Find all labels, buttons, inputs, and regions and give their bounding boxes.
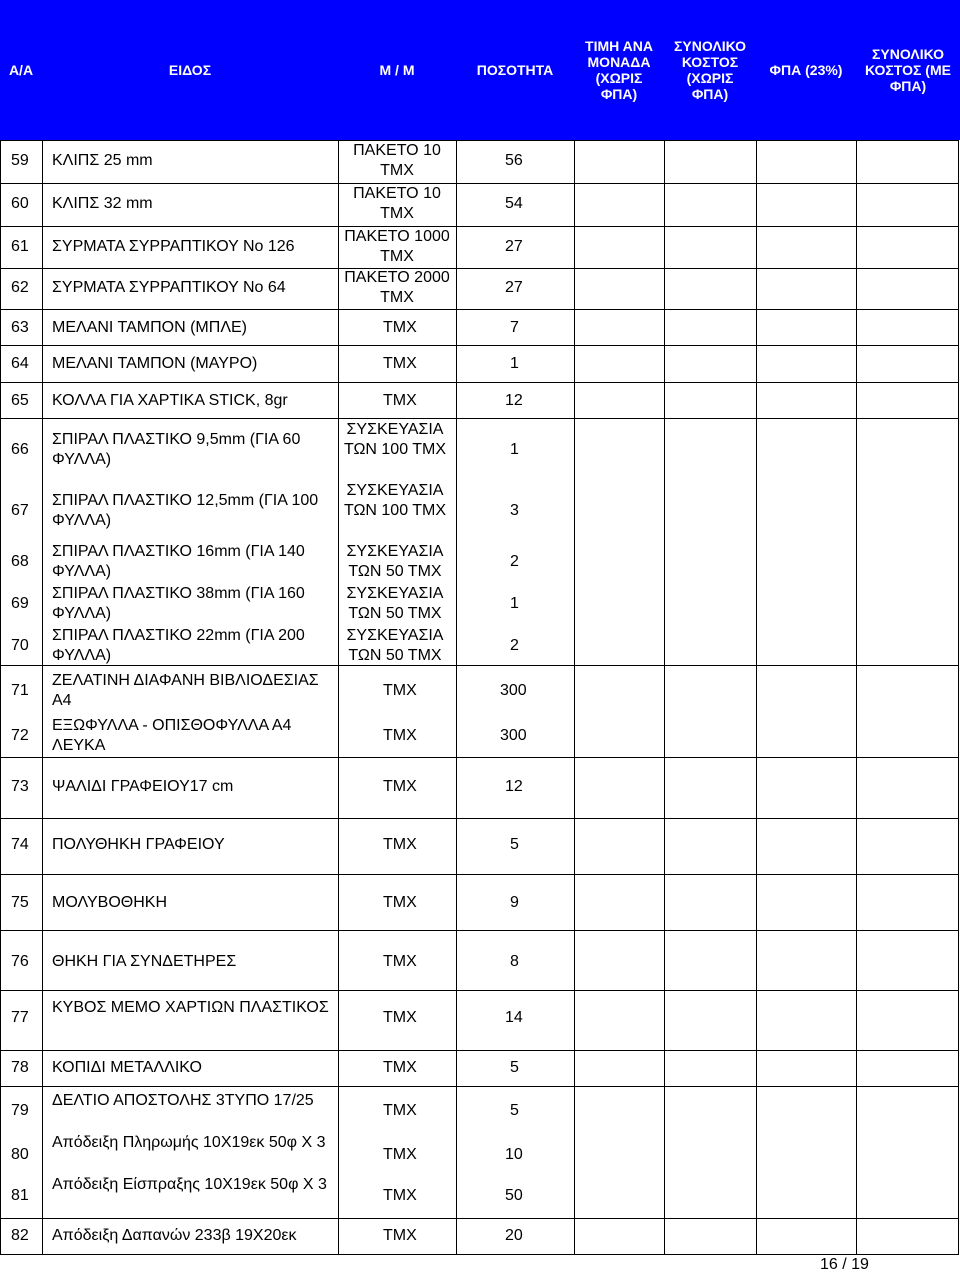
row-unit: ΤΜΧ bbox=[383, 355, 417, 372]
row-aa: 63 bbox=[11, 319, 29, 336]
row-aa: 66 bbox=[11, 441, 29, 458]
row-unit: ΣΥΣΚΕΥΑΣΙΑ ΤΩΝ 50 ΤΜΧ bbox=[346, 543, 444, 580]
row-unit: ΣΥΣΚΕΥΑΣΙΑ ΤΩΝ 50 ΤΜΧ bbox=[346, 585, 444, 622]
row-quantity: 2 bbox=[510, 553, 519, 570]
row-aa: 71 bbox=[11, 682, 29, 699]
row-unit: ΤΜΧ bbox=[383, 1102, 417, 1119]
row-item: Απόδειξη Δαπανών 233β 19Χ20εκ bbox=[52, 1227, 297, 1244]
row-item: ΣΠΙΡΑΛ ΠΛΑΣΤΙΚΟ 22mm (ΓΙΑ 200 ΦΥΛΛΑ) bbox=[52, 627, 305, 664]
row-quantity: 27 bbox=[505, 238, 523, 255]
row-unit: ΤΜΧ bbox=[383, 392, 417, 409]
row-item: ΣΠΙΡΑΛ ΠΛΑΣΤΙΚΟ 12,5mm (ΓΙΑ 100 ΦΥΛΛΑ) bbox=[52, 492, 319, 529]
row-unit: ΤΜΧ bbox=[383, 1187, 417, 1204]
row-item: ΣΥΡΜΑΤΑ ΣΥΡΡΑΠΤΙΚΟΥ Νο 64 bbox=[52, 279, 286, 296]
row-quantity: 5 bbox=[510, 836, 519, 853]
row-unit: ΤΜΧ bbox=[383, 836, 417, 853]
row-unit: ΤΜΧ bbox=[383, 1059, 417, 1076]
row-unit: ΠΑΚΕΤΟ 10 ΤΜΧ bbox=[353, 185, 441, 222]
row-quantity: 5 bbox=[510, 1059, 519, 1076]
row-quantity: 1 bbox=[510, 441, 519, 458]
row-unit: ΤΜΧ bbox=[383, 1227, 417, 1244]
row-quantity: 1 bbox=[510, 355, 519, 372]
row-quantity: 5 bbox=[510, 1102, 519, 1119]
row-unit: ΠΑΚΕΤΟ 1000 ΤΜΧ bbox=[344, 228, 450, 265]
row-item: ΚΥΒΟΣ ΜΕΜΟ ΧΑΡΤΙΩΝ ΠΛΑΣΤΙΚΟΣ bbox=[52, 999, 329, 1016]
row-aa: 80 bbox=[11, 1146, 29, 1163]
row-item: ΔΕΛΤΙΟ ΑΠΟΣΤΟΛΗΣ 3ΤΥΠΟ 17/25 bbox=[52, 1092, 314, 1109]
row-aa: 78 bbox=[11, 1059, 29, 1076]
row-aa: 60 bbox=[11, 195, 29, 212]
row-unit: ΠΑΚΕΤΟ 2000 ΤΜΧ bbox=[344, 269, 450, 306]
row-item: Απόδειξη Πληρωμής 10Χ19εκ 50φ Χ 3 bbox=[52, 1134, 326, 1151]
header-aa: Α/Α bbox=[8, 62, 34, 78]
row-unit: ΣΥΣΚΕΥΑΣΙΑ ΤΩΝ 100 ΤΜΧ bbox=[343, 421, 447, 458]
row-item: ΜΕΛΑΝΙ ΤΑΜΠΟΝ (ΜΠΛΕ) bbox=[52, 319, 247, 336]
row-unit: ΤΜΧ bbox=[383, 319, 417, 336]
row-item: ΖΕΛΑΤΙΝΗ ΔΙΑΦΑΝΗ ΒΙΒΛΙΟΔΕΣΙΑΣ Α4 bbox=[52, 672, 319, 709]
row-aa: 70 bbox=[11, 637, 29, 654]
row-item: ΨΑΛΙΔΙ ΓΡΑΦΕΙΟΥ17 cm bbox=[52, 778, 234, 795]
row-quantity: 8 bbox=[510, 953, 519, 970]
row-quantity: 300 bbox=[500, 682, 527, 699]
row-unit: ΣΥΣΚΕΥΑΣΙΑ ΤΩΝ 100 ΤΜΧ bbox=[343, 482, 447, 519]
row-item: ΜΟΛΥΒΟΘΗΚΗ bbox=[52, 894, 167, 911]
row-aa: 62 bbox=[11, 279, 29, 296]
row-unit: ΣΥΣΚΕΥΑΣΙΑ ΤΩΝ 50 ΤΜΧ bbox=[346, 627, 444, 664]
row-quantity: 14 bbox=[505, 1009, 523, 1026]
row-unit: ΤΜΧ bbox=[383, 1009, 417, 1026]
row-quantity: 54 bbox=[505, 195, 523, 212]
row-item: ΣΠΙΡΑΛ ΠΛΑΣΤΙΚΟ 9,5mm (ΓΙΑ 60 ΦΥΛΛΑ) bbox=[52, 431, 301, 468]
row-aa: 68 bbox=[11, 553, 29, 570]
row-unit: ΤΜΧ bbox=[383, 1146, 417, 1163]
row-item: ΕΞΩΦΥΛΛΑ - ΟΠΙΣΘΟΦΥΛΛΑ Α4 ΛΕΥΚΑ bbox=[52, 717, 292, 754]
row-item: ΚΛΙΠΣ 25 mm bbox=[52, 152, 153, 169]
row-quantity: 12 bbox=[505, 778, 523, 795]
row-quantity: 10 bbox=[505, 1146, 523, 1163]
row-aa: 73 bbox=[11, 778, 29, 795]
row-item: ΘΗΚΗ ΓΙΑ ΣΥΝΔΕΤΗΡΕΣ bbox=[52, 953, 237, 970]
row-aa: 69 bbox=[11, 595, 29, 612]
row-aa: 61 bbox=[11, 238, 29, 255]
header-quantity: ΠΟΣΟΤΗΤΑ bbox=[476, 62, 554, 78]
row-unit: ΤΜΧ bbox=[383, 682, 417, 699]
row-item: ΠΟΛΥΘΗΚΗ ΓΡΑΦΕΙΟΥ bbox=[52, 836, 225, 853]
header-unit: Μ / Μ bbox=[379, 62, 415, 78]
row-quantity: 7 bbox=[510, 319, 519, 336]
header-total-no-vat: ΣΥΝΟΛΙΚΟ ΚΟΣΤΟΣ (ΧΩΡΙΣ ΦΠΑ) bbox=[674, 38, 746, 102]
row-unit: ΤΜΧ bbox=[383, 953, 417, 970]
row-item: ΣΠΙΡΑΛ ΠΛΑΣΤΙΚΟ 16mm (ΓΙΑ 140 ΦΥΛΛΑ) bbox=[52, 543, 305, 580]
row-aa: 77 bbox=[11, 1009, 29, 1026]
row-item: ΚΟΛΛΑ ΓΙΑ ΧΑΡΤΙΚΑ STICK, 8gr bbox=[52, 392, 288, 409]
header-vat: ΦΠΑ (23%) bbox=[769, 62, 843, 78]
row-quantity: 9 bbox=[510, 894, 519, 911]
row-quantity: 3 bbox=[510, 502, 519, 519]
header-unit-price: ΤΙΜΗ ΑΝΑ ΜΟΝΑΔΑ (ΧΩΡΙΣ ΦΠΑ) bbox=[585, 38, 653, 102]
table-header bbox=[0, 0, 960, 140]
row-quantity: 1 bbox=[510, 595, 519, 612]
header-item: ΕΙΔΟΣ bbox=[168, 62, 212, 78]
row-item: Απόδειξη Είσπραξης 10Χ19εκ 50φ Χ 3 bbox=[52, 1176, 327, 1193]
row-aa: 65 bbox=[11, 392, 29, 409]
row-aa: 67 bbox=[11, 502, 29, 519]
row-item: ΣΥΡΜΑΤΑ ΣΥΡΡΑΠΤΙΚΟΥ Νο 126 bbox=[52, 238, 295, 255]
row-aa: 74 bbox=[11, 836, 29, 853]
row-aa: 59 bbox=[11, 152, 29, 169]
row-item: ΚΛΙΠΣ 32 mm bbox=[52, 195, 153, 212]
row-aa: 75 bbox=[11, 894, 29, 911]
row-item: ΚΟΠΙΔΙ ΜΕΤΑΛΛΙΚΟ bbox=[52, 1059, 202, 1076]
row-aa: 64 bbox=[11, 355, 29, 372]
row-item: ΜΕΛΑΝΙ ΤΑΜΠΟΝ (ΜΑΥΡΟ) bbox=[52, 355, 258, 372]
row-unit: ΤΜΧ bbox=[383, 727, 417, 744]
row-quantity: 56 bbox=[505, 152, 523, 169]
row-quantity: 300 bbox=[500, 727, 527, 744]
row-aa: 81 bbox=[11, 1187, 29, 1204]
row-quantity: 20 bbox=[505, 1227, 523, 1244]
row-quantity: 50 bbox=[505, 1187, 523, 1204]
row-unit: ΤΜΧ bbox=[383, 778, 417, 795]
row-unit: ΤΜΧ bbox=[383, 894, 417, 911]
page-number: 16 / 19 bbox=[820, 1256, 869, 1273]
row-aa: 82 bbox=[11, 1227, 29, 1244]
row-aa: 79 bbox=[11, 1102, 29, 1119]
header-total-vat: ΣΥΝΟΛΙΚΟ ΚΟΣΤΟΣ (ΜΕ ΦΠΑ) bbox=[865, 46, 951, 94]
row-aa: 72 bbox=[11, 727, 29, 744]
row-unit: ΠΑΚΕΤΟ 10 ΤΜΧ bbox=[353, 142, 441, 179]
row-aa: 76 bbox=[11, 953, 29, 970]
row-item: ΣΠΙΡΑΛ ΠΛΑΣΤΙΚΟ 38mm (ΓΙΑ 160 ΦΥΛΛΑ) bbox=[52, 585, 305, 622]
row-quantity: 2 bbox=[510, 637, 519, 654]
row-quantity: 27 bbox=[505, 279, 523, 296]
row-quantity: 12 bbox=[505, 392, 523, 409]
